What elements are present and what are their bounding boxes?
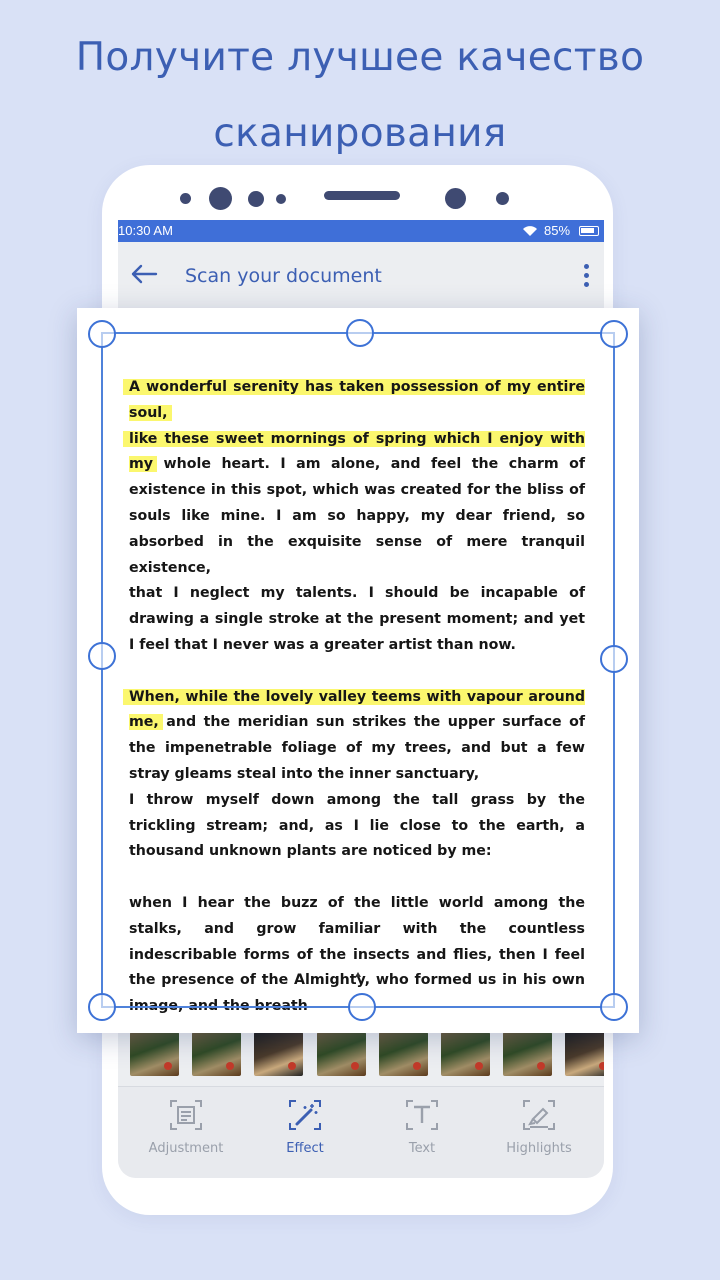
- headline-line-1: Получите лучшее качество: [75, 35, 645, 80]
- highlighted-text: A wonderful serenity has taken possession of my entire soul,: [129, 379, 585, 421]
- promo-headline: [0, 20, 720, 172]
- tool-label: Adjustment: [148, 1141, 224, 1156]
- filter-thumbnail[interactable]: [317, 1032, 366, 1076]
- tool-label: Highlights: [506, 1141, 572, 1156]
- front-camera: [209, 187, 232, 210]
- battery-percent: 85%: [544, 223, 571, 238]
- crop-handle-top-center[interactable]: [346, 319, 374, 347]
- filter-thumbnail[interactable]: [503, 1032, 552, 1076]
- sensor-dot: [496, 192, 509, 205]
- filter-thumbnail-strip: [130, 1032, 604, 1078]
- paragraph-5: when I hear the buzz of the little world among the stalks, and grow familiar with the countless indescribable forms of the insects and flies, then I feel the presence of the Almighty, who formed us in his own image, and the breath: [129, 894, 585, 1015]
- sensor-dot: [180, 193, 191, 204]
- crop-handle-bottom-right[interactable]: [600, 993, 628, 1021]
- tool-label: Effect: [286, 1141, 324, 1156]
- highlighter-icon: [521, 1097, 557, 1133]
- tool-adjustment[interactable]: [131, 1087, 241, 1178]
- adjustment-icon: [168, 1097, 204, 1133]
- filter-thumbnail[interactable]: [254, 1032, 303, 1076]
- paragraph-4: I throw myself down among the tall grass by the trickling stream; and, as I lie close to the earth, a thousand unknown plants are noticed by me:: [129, 791, 585, 860]
- screen-title: Scan your document: [185, 265, 382, 287]
- highlighted-text: When, while the lovely valley teems with vapour around me,: [129, 688, 585, 731]
- headline-line-2: сканирования: [213, 111, 507, 156]
- tool-text[interactable]: [367, 1087, 477, 1178]
- battery-icon: [579, 226, 599, 236]
- filter-thumbnail[interactable]: [130, 1032, 179, 1076]
- crop-handle-middle-left[interactable]: [88, 642, 116, 670]
- more-vert-icon[interactable]: [584, 264, 590, 288]
- sensor-dot: [248, 191, 264, 207]
- magic-wand-icon: [287, 1097, 323, 1133]
- tool-effect[interactable]: [250, 1087, 360, 1178]
- app-bar: [118, 242, 604, 308]
- proximity-sensor: [445, 188, 466, 209]
- highlighted-text: like these sweet mornings of spring which I enjoy with my: [129, 430, 585, 473]
- crop-handle-bottom-center[interactable]: [348, 993, 376, 1021]
- filter-thumbnail[interactable]: [379, 1032, 428, 1076]
- wifi-icon: [522, 225, 538, 237]
- filter-thumbnail[interactable]: [565, 1032, 604, 1076]
- crop-handle-bottom-left[interactable]: [88, 993, 116, 1021]
- sensor-dot: [276, 194, 286, 204]
- filter-thumbnail[interactable]: [441, 1032, 490, 1076]
- status-bar: [118, 220, 604, 242]
- crop-handle-top-right[interactable]: [600, 320, 628, 348]
- crop-frame[interactable]: [101, 332, 615, 1008]
- paragraph-text: whole heart. I am alone, and feel the charm of existence in this spot, which was created for the bliss of souls like mine. I am so happy, my dear friend, so absorbed in the exquisite sense of mere tranquil existence,: [129, 456, 585, 576]
- earpiece-speaker: [324, 191, 400, 200]
- arrow-left-icon[interactable]: [130, 264, 158, 284]
- crop-handle-top-left[interactable]: [88, 320, 116, 348]
- filter-thumbnail[interactable]: [192, 1032, 241, 1076]
- edit-toolbar: [118, 1086, 604, 1178]
- status-time: 10:30 AM: [118, 223, 173, 238]
- tool-label: Text: [408, 1141, 436, 1156]
- tool-highlights[interactable]: [484, 1087, 594, 1178]
- paragraph-2: that I neglect my talents. I should be incapable of drawing a single stroke at the present moment; and yet I feel that I never was a greater artist than now.: [129, 585, 585, 653]
- crop-handle-middle-right[interactable]: [600, 645, 628, 673]
- paragraph-text: and the meridian sun strikes the upper surface of the impenetrable foliage of my trees, and but a few stray gleams steal into the inner sanctuary,: [129, 714, 585, 782]
- text-icon: [404, 1097, 440, 1133]
